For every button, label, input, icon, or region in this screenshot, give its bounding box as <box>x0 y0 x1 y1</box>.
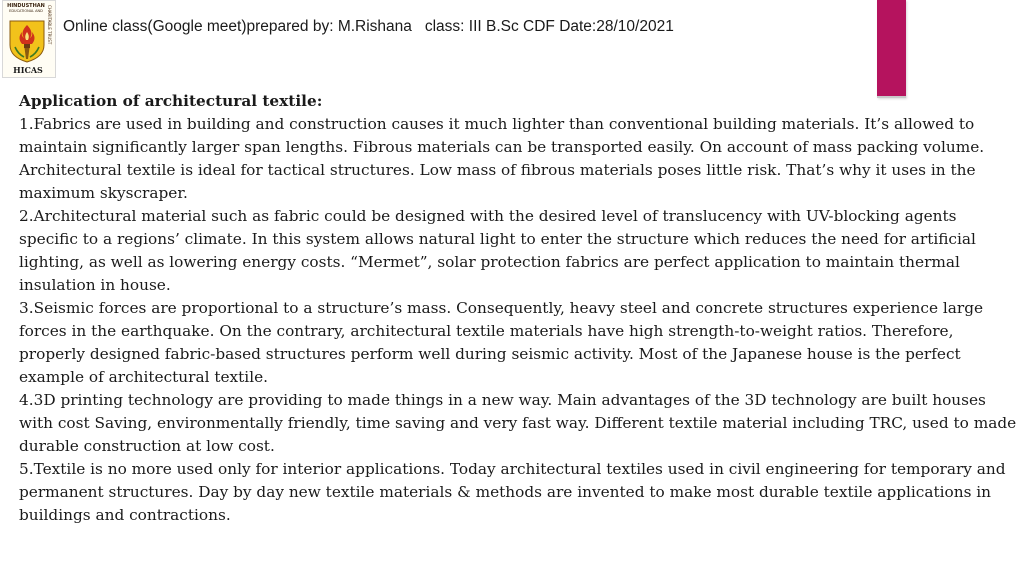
point-2: 2.Architectural material such as fabric could be designed with the desired level of translucency with UV-blocking agents specific to a regions’ climate. In this system allows natural light to enter the structure which reduces the need for artificial lighting, as well as lowering energy costs. “Mermet”, solar protection fabrics are perfect application to maintain thermal insulation in house. <box>19 207 976 294</box>
college-logo <box>2 0 56 78</box>
torch-emblem-icon <box>7 19 47 63</box>
slide-body <box>19 90 1019 527</box>
point-5: 5.Textile is no more used only for interior applications. Today architectural textiles used in civil engineering for temporary and permanent structures. Day by day new textile materials & methods are invented to make most durable textile applications in buildings and contractions. <box>19 460 1006 524</box>
logo-acronym: HICAS <box>13 65 43 75</box>
point-4: 4.3D printing technology are providing to made things in a new way. Main advantages of the 3D technology are built houses with cost Saving, environmentally friendly, time saving and very fast way. Different textile material including TRC, used to made durable construction at low cost. <box>19 391 1017 455</box>
logo-side-text: CHARITABLE TRUST <box>47 5 52 45</box>
logo-top-text: HINDUSTHAN EDUCATIONAL AND <box>7 3 45 13</box>
header-info: Online class(Google meet)prepared by: M.Rishana class: III B.Sc CDF Date:28/10/2021 <box>63 18 674 35</box>
point-1: 1.Fabrics are used in building and construction causes it much lighter than conventional building materials. It’s allowed to maintain significantly larger span lengths. Fibrous materials can be transported easily. On account of mass packing volume. Architectural textile is ideal for tactical structures. Low mass of fibrous materials poses little risk. That’s why it uses in the maximum skyscraper. <box>19 115 985 202</box>
accent-bar <box>877 0 906 98</box>
section-heading: Application of architectural textile: <box>19 92 323 110</box>
point-3: 3.Seismic forces are proportional to a structure’s mass. Consequently, heavy steel and concrete structures experience large forces in the earthquake. On the contrary, architectural textile materials have high strength-to-weight ratios. Therefore, properly designed fabric-based structures perform well during seismic activity. Most of the Japanese house is the perfect example of architectural textile. <box>19 299 984 386</box>
